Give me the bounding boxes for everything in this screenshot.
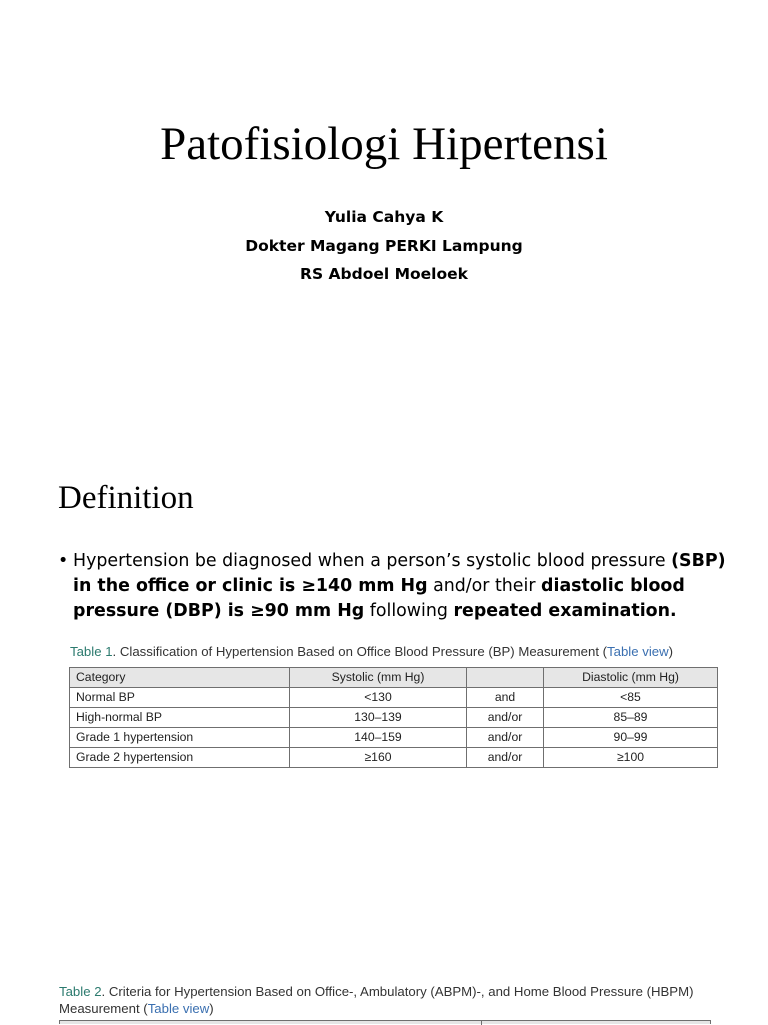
cell-connector: and/or (467, 748, 544, 768)
cell-systolic: ≥160 (290, 748, 467, 768)
table2-caption-end: ) (209, 1001, 214, 1016)
definition-bullet (58, 549, 738, 624)
cell-systolic: <130 (290, 688, 467, 708)
bullet-text (58, 549, 738, 624)
table-row (70, 728, 718, 748)
bullet-bold-repeated: repeated examination. (453, 601, 677, 621)
cell-category: Normal BP (70, 688, 290, 708)
table1-caption-text: . Classification of Hypertension Based on Office Blood Pressure (BP) Measurement ( (112, 644, 608, 659)
table-header-row (70, 668, 718, 688)
definition-heading: Definition (58, 480, 194, 516)
table1-caption (70, 643, 673, 660)
cell-diastolic: 90–99 (544, 728, 718, 748)
table1-label: Table 1 (70, 644, 113, 659)
table2-view-link[interactable]: Table view (147, 1001, 210, 1016)
author-institution: RS Abdoel Moeloek (300, 265, 468, 283)
table1-view-link[interactable]: Table view (607, 644, 669, 659)
header-category: Category (70, 668, 290, 688)
author-position: Dokter Magang PERKI Lampung (245, 236, 523, 255)
cell-diastolic: <85 (544, 688, 718, 708)
header-systolic: Systolic (mm Hg) (290, 668, 467, 688)
bullet-text-part: Hypertension be diagnosed when a person’s systolic blood pressure (73, 551, 672, 571)
table2-label: Table 2 (59, 984, 102, 999)
table2-caption-text: . Criteria for Hypertension Based on Office-, Ambulatory (ABPM)-, and Home Blood Pressure (HBPM) Measurement ( (59, 984, 694, 1016)
table2-header-edge (59, 1020, 711, 1024)
header-connector (467, 668, 544, 688)
author-name: Yulia Cahya K (324, 208, 444, 226)
cell-connector: and (467, 688, 544, 708)
slide-title: Patofisiologi Hipertensi (160, 118, 608, 170)
header-diastolic: Diastolic (mm Hg) (544, 668, 718, 688)
cell-connector: and/or (467, 708, 544, 728)
cell-systolic: 140–159 (290, 728, 467, 748)
bullet-text-part: following (364, 601, 454, 621)
table2-caption (59, 983, 719, 1017)
author-block (0, 203, 768, 289)
table1-caption-end: ) (668, 644, 674, 659)
cell-diastolic: 85–89 (544, 708, 718, 728)
table-row (70, 688, 718, 708)
bullet-bold-dbp: diastolic blood pressure (DBP) is ≥90 mm Hg (73, 576, 685, 621)
table-row (70, 748, 718, 768)
cell-category: High-normal BP (70, 708, 290, 728)
bullet-bold-sbp: (SBP) in the office or clinic is ≥140 mm Hg (73, 551, 726, 596)
bullet-dot: • (58, 551, 69, 571)
bp-classification-table (69, 667, 718, 768)
table-row (70, 708, 718, 728)
cell-category: Grade 2 hypertension (70, 748, 290, 768)
cell-diastolic: ≥100 (544, 748, 718, 768)
cell-systolic: 130–139 (290, 708, 467, 728)
table2-column-divider (481, 1021, 482, 1025)
cell-connector: and/or (467, 728, 544, 748)
bullet-text-part: and/or their (427, 576, 542, 596)
cell-category: Grade 1 hypertension (70, 728, 290, 748)
